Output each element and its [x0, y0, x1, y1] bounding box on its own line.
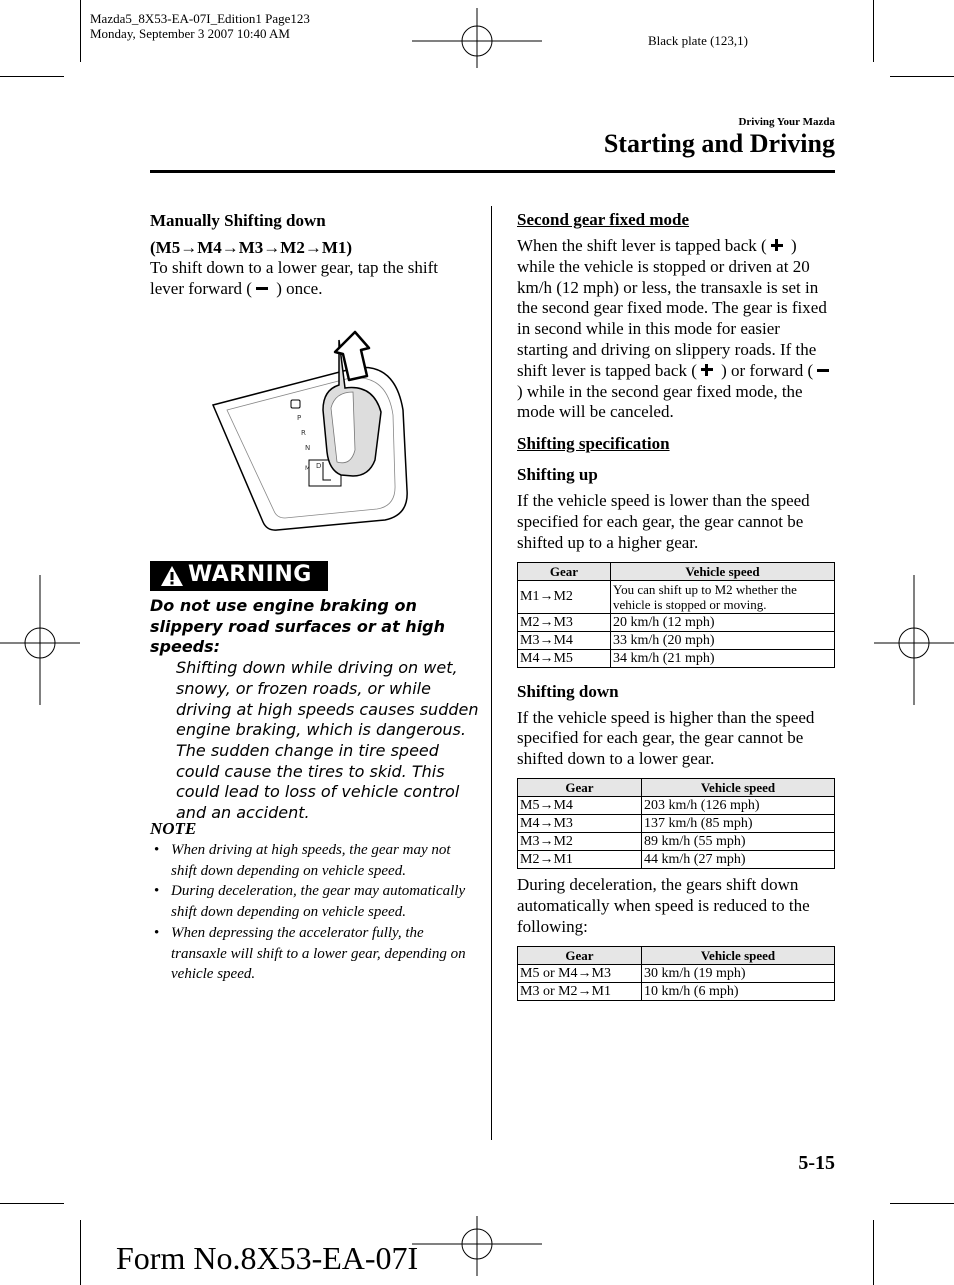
plus-icon	[769, 237, 785, 253]
registration-mark-right	[874, 575, 954, 705]
table-header: Vehicle speed	[642, 778, 835, 796]
table-cell: M4→M5	[518, 649, 611, 667]
shift-sequence-heading: (M5→M4→M3→M2→M1)	[150, 238, 353, 257]
table-row	[518, 649, 835, 667]
page-number: 5-15	[798, 1152, 835, 1174]
warning-badge	[150, 561, 328, 591]
gear-label-n: N	[305, 444, 311, 452]
table-header: Vehicle speed	[611, 562, 835, 580]
print-info-line1: Mazda5_8X53-EA-07I_Edition1 Page123	[90, 11, 310, 26]
warning-lead: Do not use engine braking on slippery road surfaces or at high speeds:	[150, 596, 446, 657]
bullet: •	[154, 883, 160, 900]
table-cell: M3 or M2→M1	[518, 983, 642, 1001]
second-gear-text-2: ) while the vehicle is stopped or driven at 20 km/h (12 mph) or less, the transaxle is set in the second gear fixed mode. The gear is fixed in second while in this mode for easier starting and driving on slippery roads. If the shift lever is tapped back (	[517, 236, 827, 380]
print-info-line2: Monday, September 3 2007 10:40 AM	[90, 26, 290, 41]
table-cell: 30 km/h (19 mph)	[642, 965, 835, 983]
table-header: Vehicle speed	[642, 947, 835, 965]
warning-body: Shifting down while driving on wet, snowy, or frozen roads, or while driving at high speeds causes sudden engine braking, which is dangerous. The sudden change in tire speed could cause the tires to skid. This could lead to loss of vehicle control and an accident.	[176, 658, 479, 823]
note-item-text: When driving at high speeds, the gear may not shift down depending on vehicle speed.	[171, 842, 451, 879]
table-cell: 20 km/h (12 mph)	[611, 613, 835, 631]
gear-label-p: P	[297, 414, 302, 422]
table-cell: M1→M2	[518, 580, 611, 613]
table-header-row	[518, 562, 835, 580]
table-cell: 33 km/h (20 mph)	[611, 631, 835, 649]
crop-mark	[873, 1220, 874, 1285]
right-column	[517, 210, 835, 1001]
note-item	[150, 881, 470, 922]
note-title: NOTE	[150, 819, 197, 838]
table-cell: M4→M3	[518, 814, 642, 832]
instruction-text-1: To shift down to a lower gear, tap the shift lever forward (	[150, 258, 439, 298]
shifting-spec-heading: Shifting specification	[517, 434, 670, 454]
shifting-up-text: If the vehicle speed is lower than the speed specified for each gear, the gear cannot be shifted up to a higher gear.	[517, 491, 810, 552]
minus-icon	[254, 280, 270, 296]
form-number: Form No.8X53-EA-07I	[116, 1240, 419, 1276]
header-rule	[150, 170, 835, 173]
bullet: •	[154, 924, 160, 941]
second-gear-paragraph	[517, 236, 835, 423]
table-header: Gear	[518, 947, 642, 965]
table-row	[518, 580, 835, 613]
table-cell: M2→M3	[518, 613, 611, 631]
bullet: •	[154, 842, 160, 858]
registration-mark-left	[0, 575, 80, 705]
shifting-up-table	[517, 562, 835, 668]
table-cell: M2→M1	[518, 850, 642, 868]
table-cell: 34 km/h (21 mph)	[611, 649, 835, 667]
second-gear-heading: Second gear fixed mode	[517, 210, 690, 229]
table-cell: M3→M4	[518, 631, 611, 649]
table-header-row	[518, 778, 835, 796]
shifting-down-table	[517, 778, 835, 869]
crop-mark	[0, 76, 64, 77]
crop-mark	[890, 1203, 954, 1204]
table-header: Gear	[518, 778, 642, 796]
instruction-text-2: ) once.	[271, 278, 323, 298]
table-row	[518, 965, 835, 983]
page-title: Starting and Driving	[603, 129, 835, 158]
table-row	[518, 613, 835, 631]
crop-mark	[80, 0, 81, 62]
table-cell: 10 km/h (6 mph)	[642, 983, 835, 1001]
table-cell: You can shift up to M2 whether the vehicle is stopped or moving.	[611, 580, 835, 613]
table-row	[518, 983, 835, 1001]
minus-icon	[815, 362, 831, 378]
note-list	[150, 840, 470, 985]
table-row	[518, 631, 835, 649]
table-row	[518, 832, 835, 850]
warning-label: WARNING	[188, 562, 312, 587]
shifting-down-heading: Shifting down	[517, 681, 619, 701]
shifting-up-heading: Shifting up	[517, 465, 598, 485]
registration-mark-bottom	[412, 1216, 542, 1276]
table-row	[518, 796, 835, 814]
plus-icon	[699, 362, 715, 378]
manual-shift-down-heading: Manually Shifting down	[150, 211, 326, 230]
table-row	[518, 814, 835, 832]
print-info	[90, 11, 310, 41]
table-cell: 137 km/h (85 mph)	[642, 814, 835, 832]
deceleration-text: During deceleration, the gears shift down automatically when speed is reduced to the following:	[517, 874, 810, 936]
left-column	[150, 210, 470, 300]
table-cell: M5→M4	[518, 796, 642, 814]
shift-lever-illustration	[205, 330, 415, 535]
table-cell: M3→M2	[518, 832, 642, 850]
warning-text	[150, 596, 480, 824]
second-gear-text-1: When the shift lever is tapped back (	[517, 236, 767, 255]
note-item-text: During deceleration, the gear may automatically shift down depending on vehicle speed.	[171, 883, 466, 921]
table-cell: 89 km/h (55 mph)	[642, 832, 835, 850]
table-cell: 203 km/h (126 mph)	[642, 796, 835, 814]
registration-mark-top	[412, 8, 542, 68]
gear-label-r: R	[301, 429, 306, 437]
note-item	[150, 840, 470, 881]
second-gear-text-3: ) or forward (	[716, 360, 814, 380]
crop-mark	[873, 0, 874, 62]
table-header: Gear	[518, 562, 611, 580]
gear-label-m: M	[305, 465, 311, 472]
shifting-down-text: If the vehicle speed is higher than the speed specified for each gear, the gear cannot be shifted down to a lower gear.	[517, 707, 815, 769]
shift-down-instruction	[150, 258, 470, 300]
section-label: Driving Your Mazda	[738, 116, 835, 128]
table-cell: 44 km/h (27 mph)	[642, 850, 835, 868]
crop-mark	[0, 1203, 64, 1204]
table-header-row	[518, 947, 835, 965]
second-gear-text-4: ) while in the second gear fixed mode, the mode will be canceled.	[517, 381, 803, 422]
black-plate-label: Black plate (123,1)	[648, 33, 748, 48]
table-cell: M5 or M4→M3	[518, 965, 642, 983]
deceleration-table	[517, 946, 835, 1001]
gear-label-d: D	[316, 462, 322, 470]
warning-triangle-icon	[160, 565, 184, 587]
crop-mark	[890, 76, 954, 77]
column-divider	[491, 206, 492, 1140]
crop-mark	[80, 1220, 81, 1285]
note-item-text: When depressing the accelerator fully, the transaxle will shift to a lower gear, depending on vehicle speed.	[171, 924, 466, 983]
table-row	[518, 850, 835, 868]
note-item	[150, 923, 470, 985]
